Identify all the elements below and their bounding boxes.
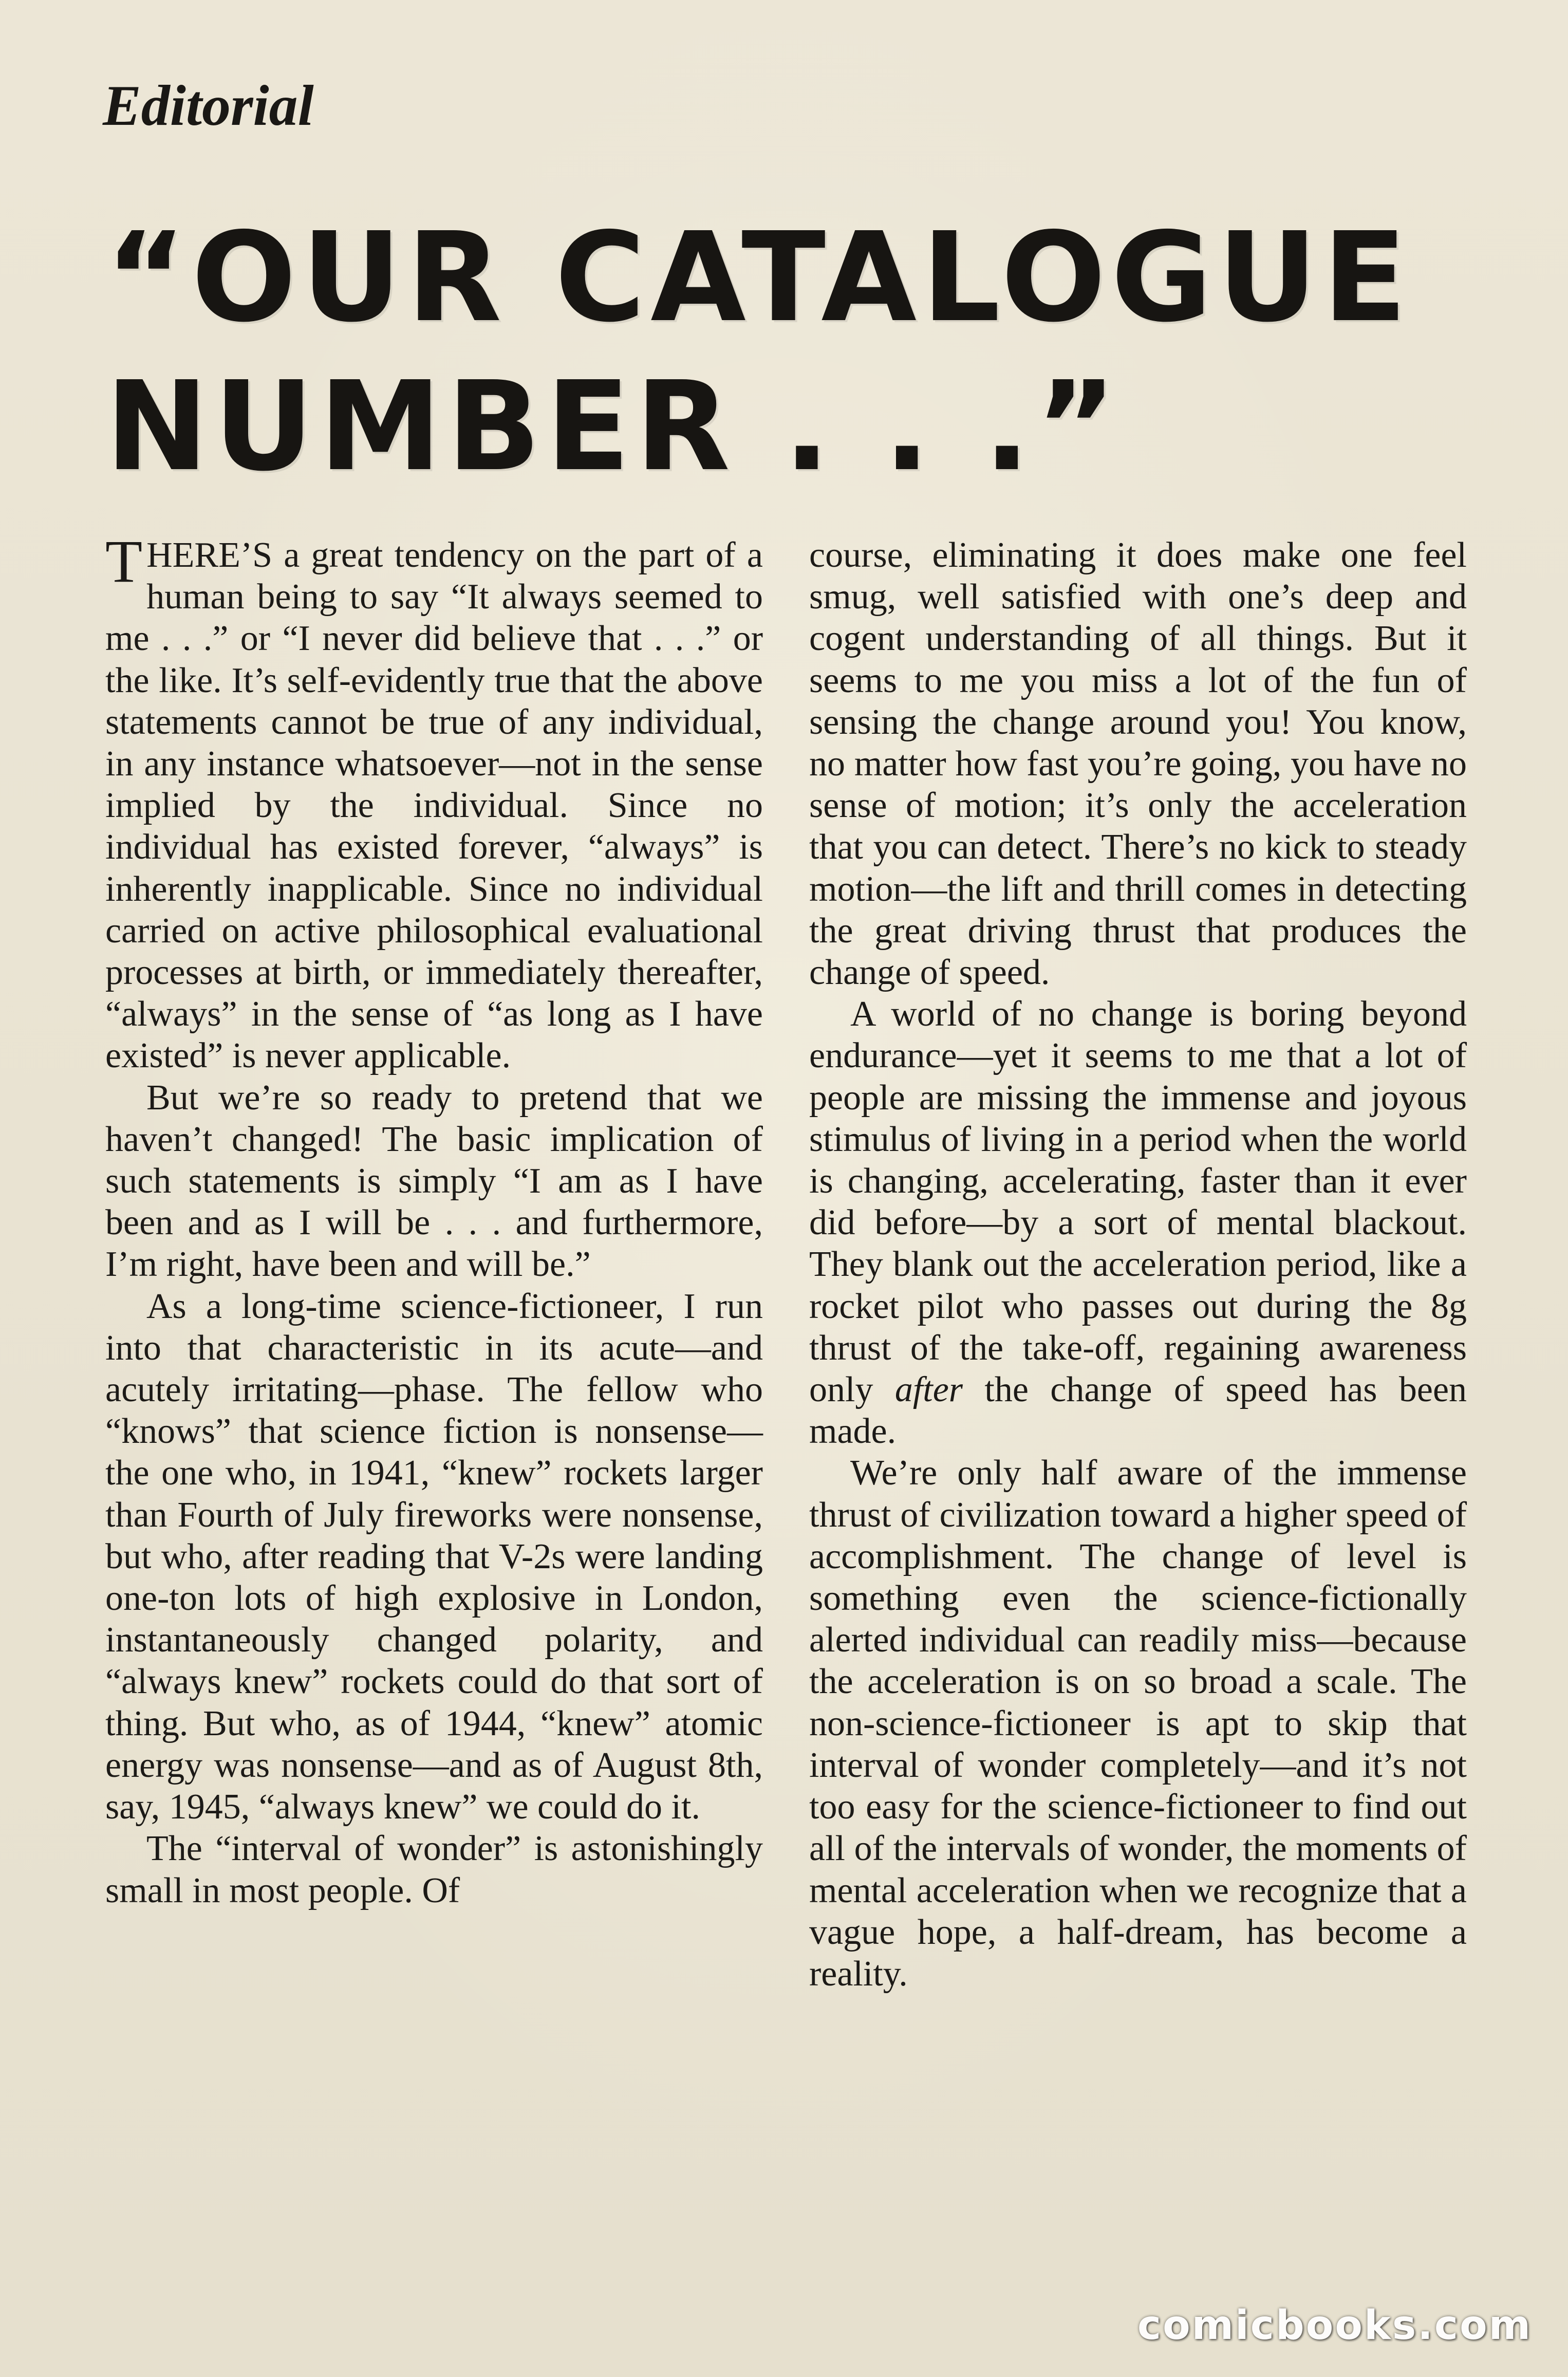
left-column (105, 528, 763, 1911)
paragraph-5-italic: after (894, 1370, 963, 1410)
right-column (809, 534, 1467, 1995)
headline (105, 203, 1441, 501)
site-watermark: comicbooks.com (1137, 2302, 1532, 2349)
paragraph-5-text: A world of no change is boring beyond endurance—yet it seems to me that a lot of people are missing the immense and joyous stimulus of living in a period when the world is changing, accelerating, faster than it ever did before—by a sort of mental blackout. They blank out the acceleration period, like a rocket pilot who passes out during the 8g thrust of the take-off, regaining awareness only (809, 994, 1467, 1410)
paragraph-1-text: HERE’S a great tendency on the part of a human being to say “It always seemed to me . . .” or “I never did believe that . . .” or the like. It’s self-evidently true that the above statements cannot be true of any individual, in any instance whatsoever—not in the sense implied by the individual. Since no individual has existed forever, “always” is inherently inapplicable. Since no individual carried on active philosophical evaluational processes at birth, or immediately thereafter, “always” in the sense of “as long as I have existed” is never applicable. (105, 535, 763, 1076)
paragraph-4-continued: course, eliminating it does make one feel smug, well satisfied with one’s deep and cogent understanding of all things. But it seems to me you miss a lot of the fun of sensing the change around you! You know, no matter how fast you’re going, you have no sense of motion; it’s only the acceleration that you can detect. There’s no kick to steady motion—the lift and thrill comes in detecting the great driving thrust that produces the change of speed. (809, 535, 1467, 993)
paragraph-1 (105, 528, 763, 1077)
paragraph-5-end: the change of speed has been made. (809, 1370, 1467, 1452)
paragraph-6: We’re only half aware of the immense thrust of civilization toward a higher speed of accomplishment. The change of level is something even the science-fictionally alerted individual can readily miss—because the acceleration is on so broad a scale. The non-science-fictioneer is apt to skip that interval of wonder completely—and it’s not too easy for the science-fictioneer to find out all of the intervals of wonder, the moments of mental acceleration when we recognize that a vague hope, a half-dream, has become a reality. (809, 1453, 1467, 1994)
headline-line-1: “OUR CATALOGUE (105, 206, 1412, 349)
section-label: Editorial (103, 74, 314, 138)
paragraph-4: The “interval of wonder” is astonishingly small in most people. Of (105, 1829, 763, 1910)
paragraph-5 (809, 993, 1467, 1452)
paragraph-2: But we’re so ready to pretend that we haven’t changed! The basic implication of such statements is simply “I am as I have been and as I will be . . . and furthermore, I’m right, have been and will be.” (105, 1078, 763, 1285)
headline-line-2: NUMBER . . .” (105, 355, 1122, 498)
paragraph-3: As a long-time science-fictioneer, I run into that characteristic in its acute—and acutely irritating—phase. The fellow who “knows” that science fiction is nonsense—the one who, in 1941, “knew” rockets larger than Fourth of July fireworks were nonsense, but who, after reading that V-2s were landing one-ton lots of high explosive in London, instantaneously changed polarity, and “always knew” rockets could do that sort of thing. But who, as of 1944, “knew” atomic energy was nonsense—and as of August 8th, say, 1945, “always knew” we could do it. (105, 1286, 763, 1827)
drop-cap: T (105, 528, 143, 595)
